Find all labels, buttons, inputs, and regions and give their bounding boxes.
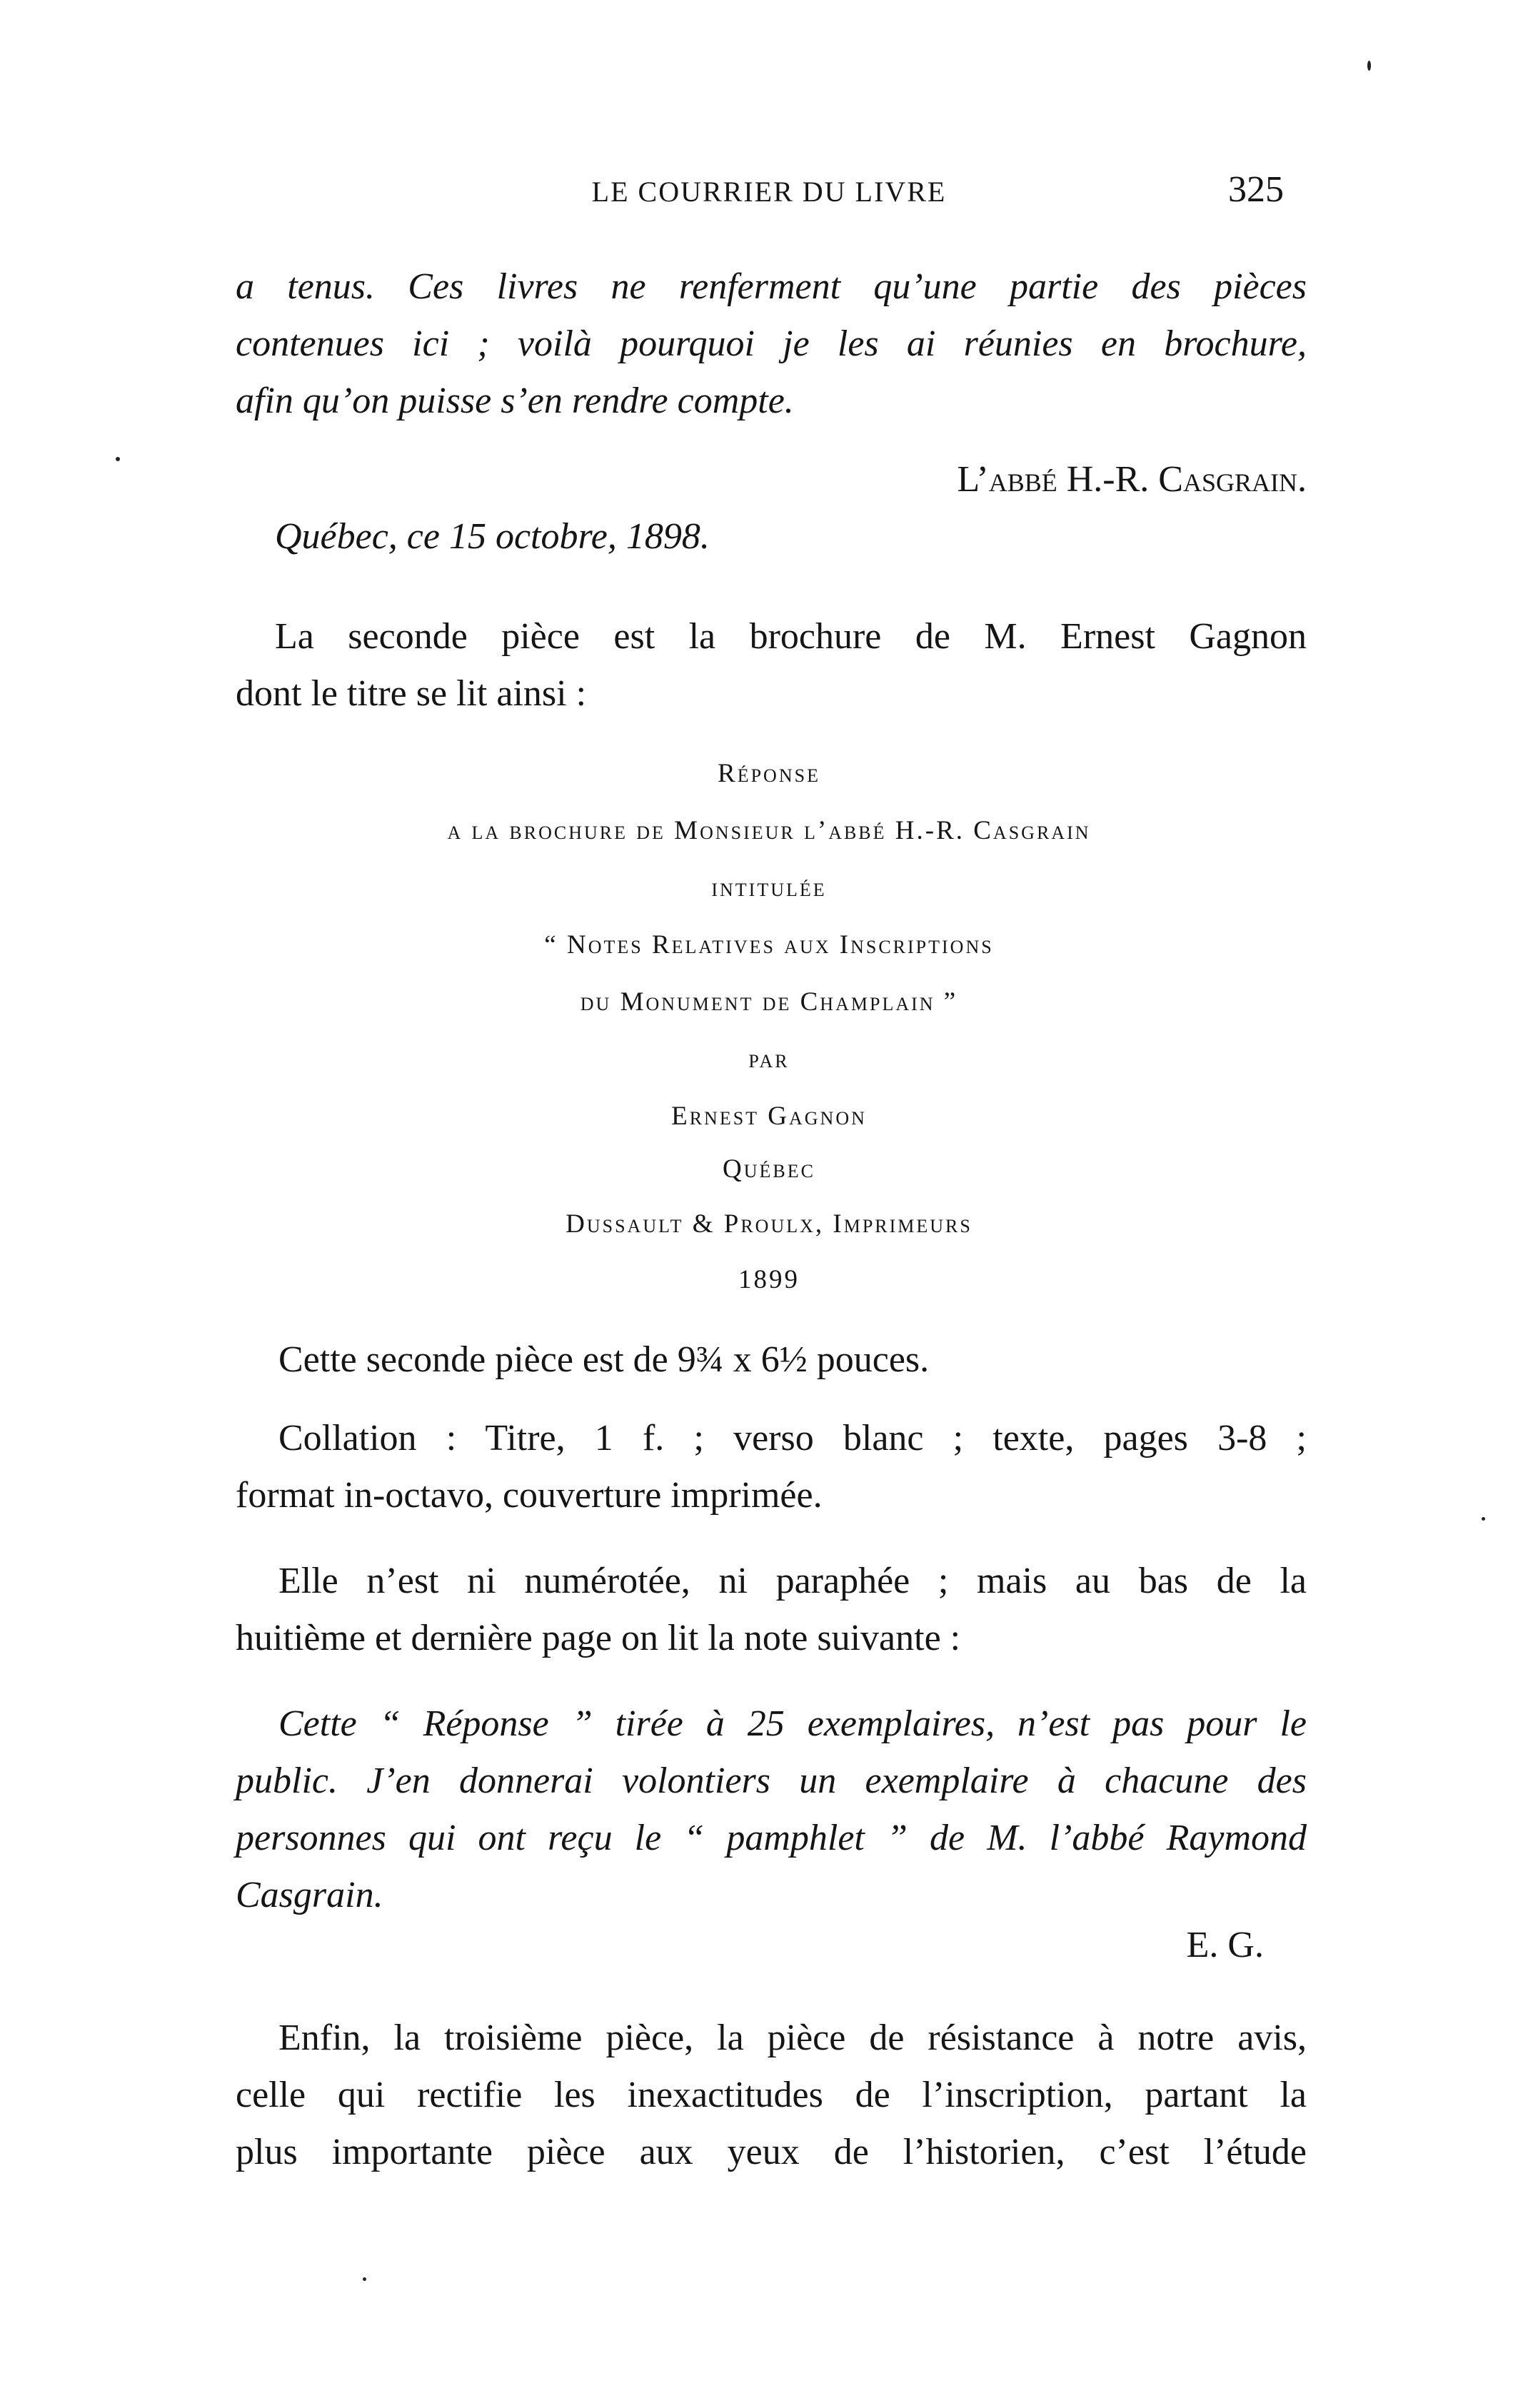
conclusion-line-2: celle qui rectifie les inexactitudes de l’inscription, partant la xyxy=(236,2075,1307,2115)
note-line-3: personnes qui ont reçu le “ pamphlet ” de M. l’abbé Raymond xyxy=(236,1818,1307,1858)
intro-line-1: La seconde pièce est la brochure de M. Ernest Gagnon xyxy=(275,616,1307,657)
intro-line-2: dont le titre se lit ainsi : xyxy=(236,673,587,714)
scan-speck xyxy=(116,457,120,461)
title-page-line: a la brochure de Monsieur l’abbé H.-R. Casgrain xyxy=(447,816,1091,845)
scan-speck xyxy=(1482,1517,1485,1521)
signature xyxy=(236,451,1307,508)
note-line-2: public. J’en donnerai volontiers un exemplaire à chacune des xyxy=(236,1760,1307,1801)
note-line-4: Casgrain. xyxy=(236,1875,383,1915)
collation-line-2: format in-octavo, couverture imprimée. xyxy=(236,1475,823,1516)
title-page-line: Dussault & Proulx, Imprimeurs xyxy=(566,1209,972,1239)
dateline xyxy=(275,508,1346,565)
numbering-line-2: huitième et dernière page on lit la note suivante : xyxy=(236,1618,961,1658)
title-page-line: “ Notes Relatives aux Inscriptions xyxy=(544,930,994,959)
title-page-line: 1899 xyxy=(738,1265,800,1294)
conclusion-line-1: Enfin, la troisième pièce, la pièce de résistance à notre avis, xyxy=(278,2017,1307,2058)
preface-line-3: afin qu’on puisse s’en rendre compte. xyxy=(236,381,794,421)
scan-speck xyxy=(363,2277,366,2281)
scan-speck xyxy=(1367,61,1371,71)
title-page-line: Réponse xyxy=(718,759,820,788)
title-page-line: intitulée xyxy=(711,873,827,902)
title-page-line: du Monument de Champlain ” xyxy=(580,987,958,1017)
dimensions-line: Cette seconde pièce est de 9¾ x 6½ pouces. xyxy=(278,1339,930,1380)
preface-line-2: contenues ici ; voilà pourquoi je les ai réunies en brochure, xyxy=(236,323,1307,364)
numbering-line-1: Elle n’est ni numérotée, ni paraphée ; mais au bas de la xyxy=(278,1561,1307,1601)
collation-line-1: Collation : Titre, 1 f. ; verso blanc ; texte, pages 3-8 ; xyxy=(278,1418,1307,1459)
page-number: 325 xyxy=(1228,169,1284,210)
note-initials: E. G. xyxy=(1186,1925,1264,1965)
title-page-line: Québec xyxy=(723,1154,815,1184)
running-title: LE COURRIER DU LIVRE xyxy=(591,176,947,208)
dateline-text: Québec, ce 15 octobre, 1898. xyxy=(275,516,710,557)
title-page-line: Ernest Gagnon xyxy=(671,1102,867,1131)
note-line-1: Cette “ Réponse ” tirée à 25 exemplaires, n’est pas pour le xyxy=(278,1703,1307,1744)
title-page-line: par xyxy=(748,1044,790,1074)
signature-text: L’abbé H.-R. Casgrain. xyxy=(957,459,1307,500)
conclusion-line-3: plus importante pièce aux yeux de l’historien, c’est l’étude xyxy=(236,2132,1307,2172)
preface-line-1: a tenus. Ces livres ne renferment qu’une partie des pièces xyxy=(236,266,1307,307)
